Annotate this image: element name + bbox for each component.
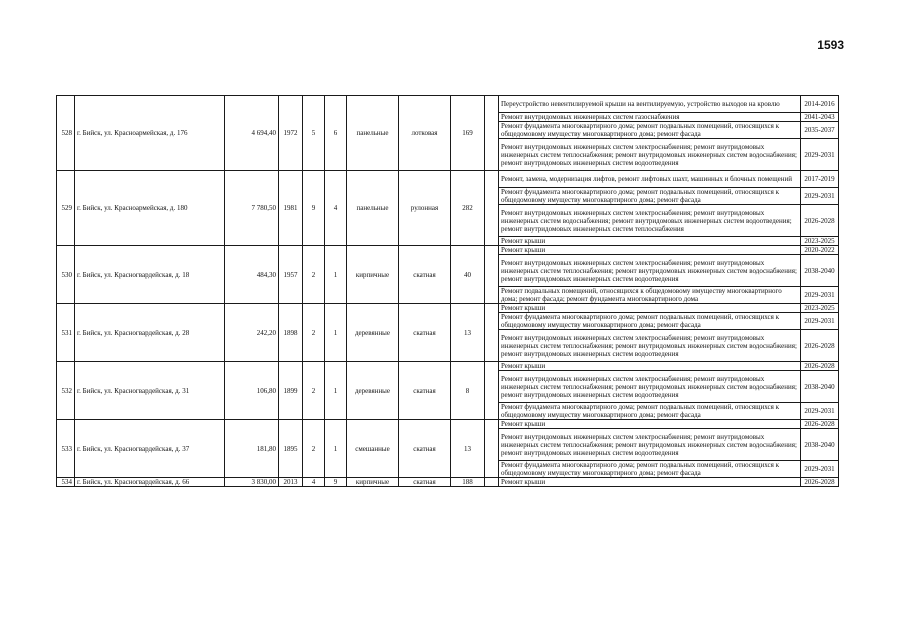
- entrances-cell: 1: [325, 362, 347, 420]
- spacer-cell: [485, 362, 499, 420]
- apartments-cell: 13: [451, 304, 485, 362]
- table-row: [57, 362, 839, 371]
- apartments-cell: 13: [451, 420, 485, 478]
- work-type-cell: Ремонт подвальных помещений, относящихся к общедомовому имуществу многоквартирного дома; ремонт фасада; ремонт фундамента многоквартирного дома: [499, 287, 801, 304]
- work-type-cell: Ремонт крыши: [499, 362, 801, 371]
- work-period-cell: 2026-2028: [801, 420, 839, 429]
- entrances-cell: 4: [325, 171, 347, 246]
- work-type-cell: Ремонт крыши: [499, 246, 801, 255]
- build-year-cell: 1898: [279, 304, 303, 362]
- work-period-cell: 2038-2040: [801, 371, 839, 403]
- table-row: [57, 304, 839, 313]
- house-number-cell: 533: [57, 420, 75, 478]
- work-period-cell: 2023-2025: [801, 304, 839, 313]
- build-year-cell: 1981: [279, 171, 303, 246]
- total-area-cell: 7 780,50: [225, 171, 279, 246]
- work-period-cell: 2020-2022: [801, 246, 839, 255]
- apartments-cell: 8: [451, 362, 485, 420]
- work-period-cell: 2029-2031: [801, 461, 839, 478]
- apartments-cell: 169: [451, 96, 485, 171]
- table-body: [57, 96, 839, 487]
- work-type-cell: Ремонт, замена, модернизация лифтов, ремонт лифтовых шахт, машинных и блочных помещений: [499, 171, 801, 188]
- wall-material-cell: панельные: [347, 96, 399, 171]
- roof-type-cell: скатная: [399, 478, 451, 487]
- work-type-cell: Ремонт внутридомовых инженерных систем электроснабжения; ремонт внутридомовых инженерных систем теплоснабжения; ремонт внутридомовых инженерных систем водоснабжения; ремонт внутридомовых инженерных систем водоотведения: [499, 255, 801, 287]
- work-period-cell: 2029-2031: [801, 287, 839, 304]
- work-type-cell: Ремонт внутридомовых инженерных систем электроснабжения; ремонт внутридомовых инженерных систем теплоснабжения; ремонт внутридомовых инженерных систем водоснабжения; ремонт внутридомовых инженерных систем водоотведения: [499, 139, 801, 171]
- work-type-cell: Ремонт внутридомовых инженерных систем электроснабжения; ремонт внутридомовых инженерных систем теплоснабжения; ремонт внутридомовых инженерных систем водоснабжения; ремонт внутридомовых инженерных систем водоотведения: [499, 371, 801, 403]
- work-period-cell: 2035-2037: [801, 122, 839, 139]
- roof-type-cell: рулонная: [399, 171, 451, 246]
- house-number-cell: 529: [57, 171, 75, 246]
- floors-cell: 2: [303, 362, 325, 420]
- apartments-cell: 282: [451, 171, 485, 246]
- capital-repair-table: [56, 95, 839, 487]
- work-type-cell: Ремонт фундамента многоквартирного дома; ремонт подвальных помещений, относящихся к общедомовому имуществу многоквартирного дома; ремонт фасада: [499, 122, 801, 139]
- roof-type-cell: скатная: [399, 362, 451, 420]
- entrances-cell: 1: [325, 304, 347, 362]
- work-period-cell: 2029-2031: [801, 403, 839, 420]
- work-period-cell: 2017-2019: [801, 171, 839, 188]
- build-year-cell: 1957: [279, 246, 303, 304]
- work-type-cell: Ремонт внутридомовых инженерных систем электроснабжения; ремонт внутридомовых инженерных систем теплоснабжения; ремонт внутридомовых инженерных систем водоснабжения; ремонт внутридомовых инженерных систем водоотведения: [499, 429, 801, 461]
- spacer-cell: [485, 96, 499, 171]
- apartments-cell: 188: [451, 478, 485, 487]
- work-type-cell: Ремонт фундамента многоквартирного дома; ремонт подвальных помещений, относящихся к общедомовому имуществу многоквартирного дома; ремонт фасада: [499, 313, 801, 330]
- work-period-cell: 2023-2025: [801, 237, 839, 246]
- total-area-cell: 181,80: [225, 420, 279, 478]
- house-number-cell: 528: [57, 96, 75, 171]
- work-period-cell: 2038-2040: [801, 255, 839, 287]
- work-period-cell: 2029-2031: [801, 139, 839, 171]
- page-number: 1593: [817, 38, 844, 52]
- table-row: [57, 246, 839, 255]
- wall-material-cell: деревянные: [347, 362, 399, 420]
- work-type-cell: Ремонт внутридомовых инженерных систем электроснабжения; ремонт внутридомовых инженерных систем водоснабжения; ремонт внутридомовых инженерных систем водоотведения; ремонт внутридомовых инженерных систем теплоснабжения: [499, 205, 801, 237]
- house-number-cell: 530: [57, 246, 75, 304]
- roof-type-cell: скатная: [399, 246, 451, 304]
- address-cell: г. Бийск, ул. Красноармейская, д. 176: [75, 96, 225, 171]
- work-period-cell: 2026-2028: [801, 362, 839, 371]
- apartments-cell: 40: [451, 246, 485, 304]
- work-period-cell: 2041-2043: [801, 113, 839, 122]
- roof-type-cell: скатная: [399, 304, 451, 362]
- house-number-cell: 534: [57, 478, 75, 487]
- work-type-cell: Ремонт фундамента многоквартирного дома; ремонт подвальных помещений, относящихся к общедомовому имуществу многоквартирного дома; ремонт фасада: [499, 403, 801, 420]
- work-type-cell: Ремонт крыши: [499, 420, 801, 429]
- spacer-cell: [485, 171, 499, 246]
- table-row: [57, 96, 839, 113]
- work-type-cell: Ремонт фундамента многоквартирного дома; ремонт подвальных помещений, относящихся к общедомовому имуществу многоквартирного дома; ремонт фасада: [499, 188, 801, 205]
- wall-material-cell: кирпичные: [347, 246, 399, 304]
- spacer-cell: [485, 478, 499, 487]
- table-row: [57, 420, 839, 429]
- work-period-cell: 2029-2031: [801, 188, 839, 205]
- work-period-cell: 2026-2028: [801, 330, 839, 362]
- work-period-cell: 2014-2016: [801, 96, 839, 113]
- floors-cell: 9: [303, 171, 325, 246]
- work-period-cell: 2026-2028: [801, 205, 839, 237]
- floors-cell: 4: [303, 478, 325, 487]
- table-row: [57, 171, 839, 188]
- roof-type-cell: скатная: [399, 420, 451, 478]
- work-period-cell: 2038-2040: [801, 429, 839, 461]
- work-type-cell: Ремонт крыши: [499, 237, 801, 246]
- entrances-cell: 9: [325, 478, 347, 487]
- wall-material-cell: кирпичные: [347, 478, 399, 487]
- house-number-cell: 531: [57, 304, 75, 362]
- floors-cell: 5: [303, 96, 325, 171]
- spacer-cell: [485, 246, 499, 304]
- floors-cell: 2: [303, 246, 325, 304]
- work-type-cell: Ремонт внутридомовых инженерных систем газоснабжения: [499, 113, 801, 122]
- address-cell: г. Бийск, ул. Красногвардейская, д. 18: [75, 246, 225, 304]
- address-cell: г. Бийск, ул. Красногвардейская, д. 31: [75, 362, 225, 420]
- floors-cell: 2: [303, 420, 325, 478]
- build-year-cell: 2013: [279, 478, 303, 487]
- house-number-cell: 532: [57, 362, 75, 420]
- address-cell: г. Бийск, ул. Красногвардейская, д. 66: [75, 478, 225, 487]
- entrances-cell: 6: [325, 96, 347, 171]
- total-area-cell: 106,80: [225, 362, 279, 420]
- address-cell: г. Бийск, ул. Красногвардейская, д. 37: [75, 420, 225, 478]
- wall-material-cell: смешанные: [347, 420, 399, 478]
- wall-material-cell: панельные: [347, 171, 399, 246]
- work-type-cell: Ремонт внутридомовых инженерных систем электроснабжения; ремонт внутридомовых инженерных систем теплоснабжения; ремонт внутридомовых инженерных систем водоснабжения; ремонт внутридомовых инженерных систем водоотведения: [499, 330, 801, 362]
- spacer-cell: [485, 304, 499, 362]
- build-year-cell: 1899: [279, 362, 303, 420]
- floors-cell: 2: [303, 304, 325, 362]
- total-area-cell: 3 830,00: [225, 478, 279, 487]
- roof-type-cell: лотковая: [399, 96, 451, 171]
- work-type-cell: Ремонт фундамента многоквартирного дома; ремонт подвальных помещений, относящихся к общедомовому имуществу многоквартирного дома; ремонт фасада: [499, 461, 801, 478]
- address-cell: г. Бийск, ул. Красногвардейская, д. 28: [75, 304, 225, 362]
- spacer-cell: [485, 420, 499, 478]
- wall-material-cell: деревянные: [347, 304, 399, 362]
- work-period-cell: 2026-2028: [801, 478, 839, 487]
- build-year-cell: 1972: [279, 96, 303, 171]
- work-type-cell: Ремонт крыши: [499, 304, 801, 313]
- total-area-cell: 4 694,40: [225, 96, 279, 171]
- work-type-cell: Переустройство невентилируемой крыши на вентилируемую, устройство выходов на кровлю: [499, 96, 801, 113]
- work-type-cell: Ремонт крыши: [499, 478, 801, 487]
- address-cell: г. Бийск, ул. Красноармейская, д. 180: [75, 171, 225, 246]
- build-year-cell: 1895: [279, 420, 303, 478]
- work-period-cell: 2029-2031: [801, 313, 839, 330]
- total-area-cell: 242,20: [225, 304, 279, 362]
- total-area-cell: 484,30: [225, 246, 279, 304]
- table-row: [57, 478, 839, 487]
- entrances-cell: 1: [325, 246, 347, 304]
- entrances-cell: 1: [325, 420, 347, 478]
